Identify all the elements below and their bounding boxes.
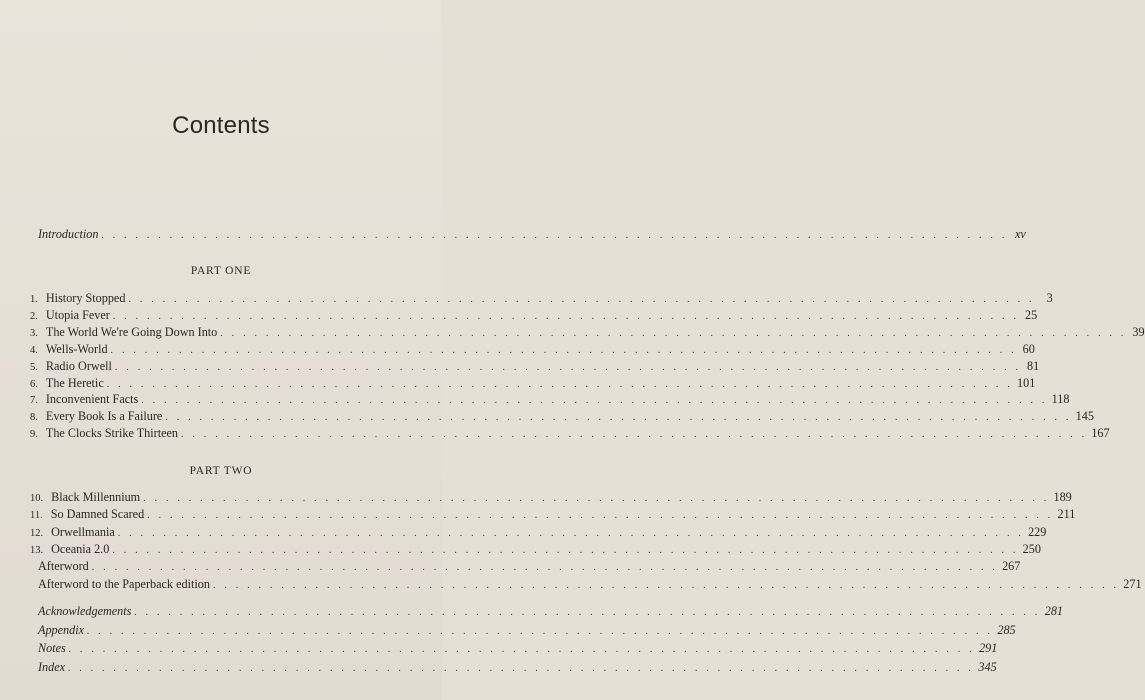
- toc-entry: [30, 541, 1041, 557]
- toc-entry-title: Introduction: [38, 227, 99, 241]
- leader-dots: . . . . . . . . . . . . . . . . . . . . . . . . . . . . . . . . . . . . . . . . . . . . . . . . . . . . . . . . . . . . . . . . . . . . . . . . . . . . . . . .: [117, 527, 1025, 539]
- toc-entry-page: 281: [1044, 604, 1063, 618]
- toc-entry-title: Afterword to the Paperback edition: [38, 576, 210, 591]
- part-two-heading: PART TWO: [189, 465, 253, 477]
- toc-entry: [30, 576, 1142, 592]
- chapter-number: 5.: [30, 361, 38, 373]
- toc-entry-title: Every Book Is a Failure: [45, 409, 163, 424]
- toc-entry: [30, 489, 1072, 505]
- leader-dots: . . . . . . . . . . . . . . . . . . . . . . . . . . . . . . . . . . . . . . . . . . . . . . . . . . . . . . . . . . . . . . . . . . . . . . . . . . . . . . . .: [68, 662, 975, 674]
- leader-dots: . . . . . . . . . . . . . . . . . . . . . . . . . . . . . . . . . . . . . . . . . . . . . . . . . . . . . . . . . . . . . . . . . . . . . . . . . . . . . . . .: [181, 429, 1088, 441]
- toc-entry-introduction: [38, 226, 1026, 242]
- toc-entry: [30, 375, 1036, 391]
- leader-dots: . . . . . . . . . . . . . . . . . . . . . . . . . . . . . . . . . . . . . . . . . . . . . . . . . . . . . . . . . . . . . . . . . . . . . . . . . . . . . . . .: [134, 607, 1041, 618]
- toc-entry: [30, 391, 1070, 407]
- leader-dots: . . . . . . . . . . . . . . . . . . . . . . . . . . . . . . . . . . . . . . . . . . . . . . . . . . . . . . . . . . . . . . . . . . . . . . . . . . . . . . . .: [114, 361, 1022, 373]
- part-one-heading: PART ONE: [190, 265, 252, 277]
- leader-dots: . . . . . . . . . . . . . . . . . . . . . . . . . . . . . . . . . . . . . . . . . . . . . . . . . . . . . . . . . . . . . . . . . . . . . . . . . . . . . . . .: [141, 395, 1048, 407]
- toc-entry: [30, 358, 1040, 374]
- leader-dots: . . . . . . . . . . . . . . . . . . . . . . . . . . . . . . . . . . . . . . . . . . . . . . . . . . . . . . . . . . . . . . . . . . . . . . . . . . . . . . . .: [212, 579, 1120, 591]
- toc-entry-title: Utopia Fever: [45, 307, 110, 322]
- leader-dots: . . . . . . . . . . . . . . . . . . . . . . . . . . . . . . . . . . . . . . . . . . . . . . . . . . . . . . . . . . . . . . . . . . . . . . . . . . . . . . . .: [128, 294, 1035, 305]
- toc-entry: [30, 307, 1038, 323]
- toc-entry-page: 167: [1091, 426, 1110, 441]
- toc-entry-title: Index: [38, 659, 66, 674]
- toc-entry-page: 145: [1075, 409, 1094, 424]
- chapter-number: 7.: [30, 395, 38, 407]
- toc-entry-page: 291: [979, 641, 998, 656]
- chapter-number: 8.: [30, 412, 38, 424]
- leader-dots: . . . . . . . . . . . . . . . . . . . . . . . . . . . . . . . . . . . . . . . . . . . . . . . . . . . . . . . . . . . . . . . . . . . . . . . . . . . . . . . .: [147, 510, 1054, 522]
- toc-entry: [30, 558, 1021, 574]
- toc-entry-title: Inconvenient Facts: [45, 392, 139, 407]
- toc-entry-page: 118: [1051, 392, 1070, 407]
- chapter-number: 1.: [30, 294, 38, 305]
- leader-dots: . . . . . . . . . . . . . . . . . . . . . . . . . . . . . . . . . . . . . . . . . . . . . . . . . . . . . . . . . . . . . . . . . . . . . . . . . . . . . . . .: [143, 493, 1050, 504]
- toc-entry-title: Black Millennium: [51, 490, 141, 504]
- toc-entry-title: The World We're Going Down Into: [45, 324, 218, 339]
- chapter-number: 12.: [30, 527, 44, 539]
- chapter-number: 4.: [30, 344, 38, 356]
- toc-entry-title: The Heretic: [45, 375, 104, 390]
- chapter-number: 10.: [30, 493, 44, 504]
- toc-entry: [30, 408, 1094, 424]
- toc-entry-page: 271: [1123, 576, 1142, 591]
- toc-entry: [30, 341, 1035, 357]
- toc-entry-page: 3: [1046, 291, 1053, 305]
- toc-entry: [38, 603, 1063, 619]
- toc-entry: [30, 324, 1145, 340]
- toc-entry-page: 250: [1022, 541, 1041, 556]
- leader-dots: . . . . . . . . . . . . . . . . . . . . . . . . . . . . . . . . . . . . . . . . . . . . . . . . . . . . . . . . . . . . . . . . . . . . . . . . . . . . . . . .: [110, 344, 1017, 356]
- toc-entry-page: 229: [1028, 524, 1047, 539]
- toc-entry-page: 285: [997, 622, 1016, 637]
- toc-entry-title: Appendix: [38, 622, 85, 637]
- leader-dots: . . . . . . . . . . . . . . . . . . . . . . . . . . . . . . . . . . . . . . . . . . . . . . . . . . . . . . . . . . . . . . . . . . . . . . . . . . . . . . . .: [101, 230, 1008, 241]
- leader-dots: . . . . . . . . . . . . . . . . . . . . . . . . . . . . . . . . . . . . . . . . . . . . . . . . . . . . . . . . . . . . . . . . . . . . . . . . . . . . . . . .: [87, 625, 994, 637]
- toc-entry-page: 267: [1002, 559, 1021, 574]
- toc-entry-title: The Clocks Strike Thirteen: [45, 426, 178, 441]
- leader-dots: . . . . . . . . . . . . . . . . . . . . . . . . . . . . . . . . . . . . . . . . . . . . . . . . . . . . . . . . . . . . . . . . . . . . . . . . . . . . . . . .: [91, 562, 999, 574]
- toc-entry: [38, 640, 998, 656]
- toc-entry: [30, 524, 1047, 540]
- leader-dots: . . . . . . . . . . . . . . . . . . . . . . . . . . . . . . . . . . . . . . . . . . . . . . . . . . . . . . . . . . . . . . . . . . . . . . . . . . . . . . . .: [220, 327, 1127, 339]
- toc-entry-title: Radio Orwell: [45, 358, 112, 373]
- toc-entry: [30, 290, 1053, 306]
- toc-entry: [30, 506, 1076, 522]
- toc-entry-page: 101: [1017, 375, 1036, 390]
- toc-entry-page: 211: [1057, 507, 1076, 522]
- leader-dots: . . . . . . . . . . . . . . . . . . . . . . . . . . . . . . . . . . . . . . . . . . . . . . . . . . . . . . . . . . . . . . . . . . . . . . . . . . . . . . . .: [112, 310, 1020, 322]
- toc-entry-title: Afterword: [38, 559, 89, 574]
- toc-entry-title: So Damned Scared: [50, 507, 145, 522]
- toc-entry-page: 189: [1053, 490, 1072, 504]
- toc-entry-title: Acknowledgements: [38, 604, 132, 618]
- leader-dots: . . . . . . . . . . . . . . . . . . . . . . . . . . . . . . . . . . . . . . . . . . . . . . . . . . . . . . . . . . . . . . . . . . . . . . . . . . . . . . . .: [112, 544, 1019, 556]
- toc-entry-title: Wells-World: [45, 341, 108, 356]
- chapter-number: 9.: [30, 429, 38, 441]
- chapter-number: 6.: [30, 378, 38, 390]
- toc-entry-page: 60: [1022, 341, 1035, 356]
- toc-entry-page: 25: [1024, 307, 1038, 322]
- toc-entry-title: Oceania 2.0: [51, 541, 110, 556]
- toc-entry-title: Orwellmania: [51, 524, 115, 539]
- chapter-number: 13.: [30, 544, 44, 556]
- chapter-number: 2.: [30, 310, 38, 322]
- toc-entry: [30, 425, 1110, 441]
- toc-entry-title: Notes: [38, 641, 66, 656]
- toc-entry-title: History Stopped: [45, 291, 126, 305]
- toc-entry: [38, 622, 1016, 638]
- chapter-number: 11.: [30, 510, 43, 522]
- chapter-number: 3.: [30, 327, 38, 339]
- toc-entry-page: 39: [1132, 324, 1145, 339]
- leader-dots: . . . . . . . . . . . . . . . . . . . . . . . . . . . . . . . . . . . . . . . . . . . . . . . . . . . . . . . . . . . . . . . . . . . . . . . . . . . . . . . .: [106, 378, 1014, 390]
- toc-entry-page: xv: [1014, 227, 1026, 241]
- leader-dots: . . . . . . . . . . . . . . . . . . . . . . . . . . . . . . . . . . . . . . . . . . . . . . . . . . . . . . . . . . . . . . . . . . . . . . . . . . . . . . . .: [68, 644, 976, 656]
- toc-entry-page: 81: [1027, 358, 1040, 373]
- page-title: Contents: [172, 112, 270, 139]
- toc-entry: [38, 659, 997, 675]
- leader-dots: . . . . . . . . . . . . . . . . . . . . . . . . . . . . . . . . . . . . . . . . . . . . . . . . . . . . . . . . . . . . . . . . . . . . . . . . . . . . . . . .: [165, 412, 1072, 424]
- toc-entry-page: 345: [978, 659, 997, 674]
